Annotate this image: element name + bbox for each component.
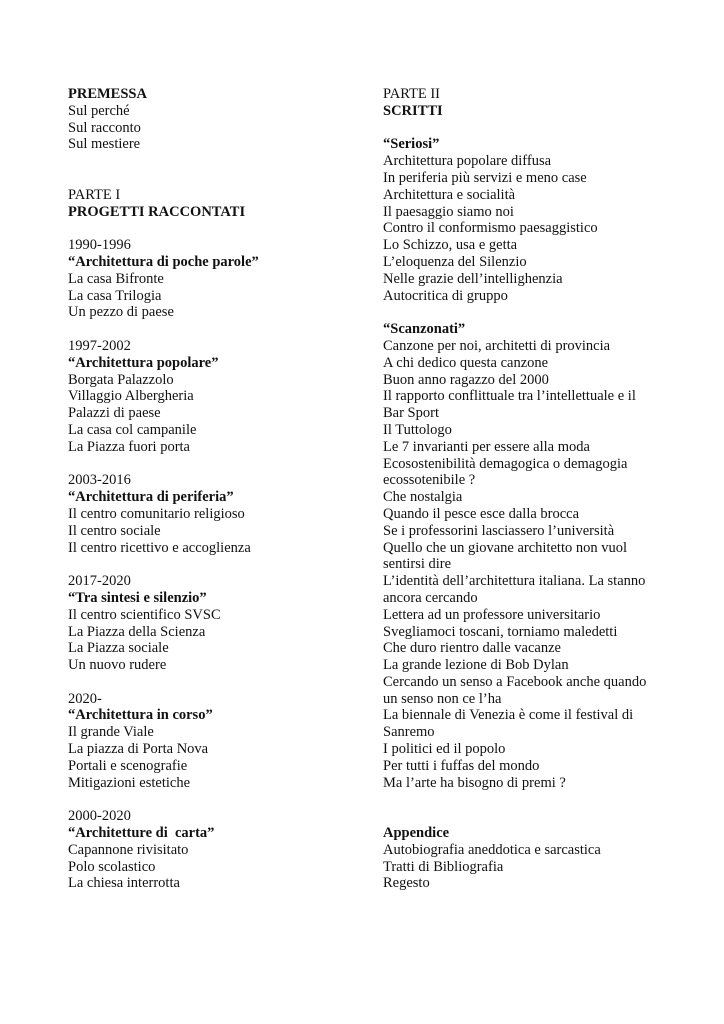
toc-entry: Un pezzo di paese: [68, 304, 174, 321]
blank-line: [383, 791, 683, 808]
toc-entry: Architettura e socialità: [383, 186, 516, 203]
toc-entry: PARTE II: [383, 86, 441, 102]
toc-entry: Il Tuttologo: [383, 421, 452, 438]
toc-entry: Lo Schizzo, usa e getta: [383, 237, 518, 254]
toc-entry: L’identità dell’architettura italiana. La stanno ancora cercando: [383, 573, 646, 606]
toc-entry: Canzone per noi, architetti di provincia: [383, 337, 611, 354]
toc-entry: L’eloquenza del Silenzio: [383, 253, 527, 270]
toc-entry: Quando il pesce esce dalla brocca: [383, 505, 580, 522]
toc-entry: 2020-: [68, 690, 102, 707]
toc-heading: PROGETTI RACCONTATI: [68, 203, 246, 220]
toc-heading: “Architetture di carta”: [68, 825, 215, 842]
toc-entry: La piazza di Porta Nova: [68, 741, 209, 758]
toc-entry: Contro il conformismo paesaggistico: [383, 220, 598, 237]
toc-entry: Le 7 invarianti per essere alla moda: [383, 438, 590, 455]
toc-entry: Quello che un giovane architetto non vuol sentirsi dire: [383, 539, 628, 573]
toc-entry: Nelle grazie dell’intellighenzia: [383, 270, 563, 287]
toc-entry: Che duro rientro dalle vacanze: [383, 640, 561, 657]
toc-entry: Per tutti i fuffas del mondo: [383, 757, 540, 774]
toc-heading: “Architettura popolare”: [68, 354, 219, 371]
toc-entry: Capannone rivisitato: [68, 841, 189, 858]
toc-entry: Regesto: [383, 875, 430, 892]
toc-entry: In periferia più servizi e meno case: [383, 169, 587, 186]
toc-entry: La casa col campanile: [68, 421, 197, 438]
blank-line: [68, 556, 358, 573]
blank-line: [68, 153, 358, 170]
toc-heading: “Tra sintesi e silenzio”: [68, 589, 207, 606]
toc-entry: La Piazza della Scienza: [68, 623, 206, 640]
toc-entry: PARTE I: [68, 186, 121, 203]
toc-heading: “Seriosi”: [383, 136, 440, 153]
toc-entry: Lettera ad un professore universitario: [383, 606, 601, 623]
toc-entry: Architettura popolare diffusa: [383, 153, 552, 170]
toc-entry: La casa Bifronte: [68, 270, 164, 287]
blank-line: [383, 304, 683, 321]
toc-entry: La chiesa interrotta: [68, 875, 180, 892]
toc-entry: 2017-2020: [68, 573, 131, 590]
toc-entry: Ma l’arte ha bisogno di premi ?: [383, 774, 566, 791]
toc-entry: Villaggio Albergheria: [68, 388, 194, 405]
blank-line: [383, 808, 683, 825]
toc-entry: 1997-2002: [68, 337, 131, 354]
toc-entry: La biennale di Venezia è come il festival di Sanremo: [383, 707, 634, 741]
toc-entry: Portali e scenografie: [68, 757, 188, 774]
toc-entry: La casa Trilogia: [68, 287, 162, 304]
toc-heading: “Scanzonati”: [383, 321, 466, 338]
toc-entry: Il centro comunitario religioso: [68, 505, 245, 522]
toc-entry: Il centro ricettivo e accoglienza: [68, 539, 251, 556]
toc-entry: Se i professorini lasciassero l’università: [383, 522, 615, 539]
toc-entry: Ecosostenibilità demagogica o demagogia ecossotenibile ?: [383, 455, 628, 489]
blank-line: [383, 120, 683, 137]
toc-entry: Svegliamoci toscani, torniamo maledetti: [383, 623, 618, 640]
toc-entry: Sul perché: [68, 102, 130, 119]
toc-entry: Polo scolastico: [68, 858, 156, 875]
toc-heading: “Architettura di poche parole”: [68, 253, 259, 270]
toc-entry: Autobiografia aneddotica e sarcastica: [383, 841, 601, 858]
toc-entry: Il centro scientifico SVSC: [68, 606, 221, 623]
toc-entry: Il centro sociale: [68, 522, 161, 539]
toc-entry: Sul racconto: [68, 119, 141, 136]
toc-entry: Il rapporto conflittuale tra l’intellettuale e il Bar Sport: [383, 388, 636, 422]
toc-entry: Che nostalgia: [383, 489, 463, 506]
toc-entry: La grande lezione di Bob Dylan: [383, 657, 569, 674]
toc-entry: Cercando un senso a Facebook anche quando un senso non ce l’ha: [383, 673, 647, 707]
toc-entry: Borgata Palazzolo: [68, 371, 174, 388]
toc-entry: I politici ed il popolo: [383, 741, 506, 758]
toc-entry: Autocritica di gruppo: [383, 287, 508, 304]
blank-line: [68, 170, 358, 187]
toc-entry: Tratti di Bibliografia: [383, 858, 504, 875]
toc-entry: La Piazza fuori porta: [68, 438, 190, 455]
blank-line: [68, 321, 358, 338]
toc-entry: Buon anno ragazzo del 2000: [383, 371, 549, 388]
toc-entry: Il grande Viale: [68, 724, 154, 741]
toc-heading: “Architettura di periferia”: [68, 489, 234, 506]
blank-line: [68, 791, 358, 808]
toc-entry: 1990-1996: [68, 237, 131, 254]
toc-heading: “Architettura in corso”: [68, 707, 213, 724]
blank-line: [68, 456, 358, 473]
toc-entry: Mitigazioni estetiche: [68, 774, 191, 791]
toc-entry: 2000-2020: [68, 808, 131, 825]
toc-entry: Il paesaggio siamo noi: [383, 203, 514, 220]
toc-entry: Un nuovo rudere: [68, 657, 167, 674]
toc-right-column: [383, 86, 683, 892]
toc-heading: SCRITTI: [383, 102, 443, 119]
toc-entry: Palazzi di paese: [68, 405, 161, 422]
toc-entry: 2003-2016: [68, 472, 131, 489]
toc-heading: PREMESSA: [68, 86, 147, 102]
blank-line: [68, 674, 358, 691]
toc-entry: A chi dedico questa canzone: [383, 354, 549, 371]
toc-heading: Appendice: [383, 825, 450, 842]
toc-entry: La Piazza sociale: [68, 640, 169, 657]
blank-line: [68, 220, 358, 237]
toc-left-column: [68, 86, 358, 892]
toc-entry: Sul mestiere: [68, 136, 141, 153]
